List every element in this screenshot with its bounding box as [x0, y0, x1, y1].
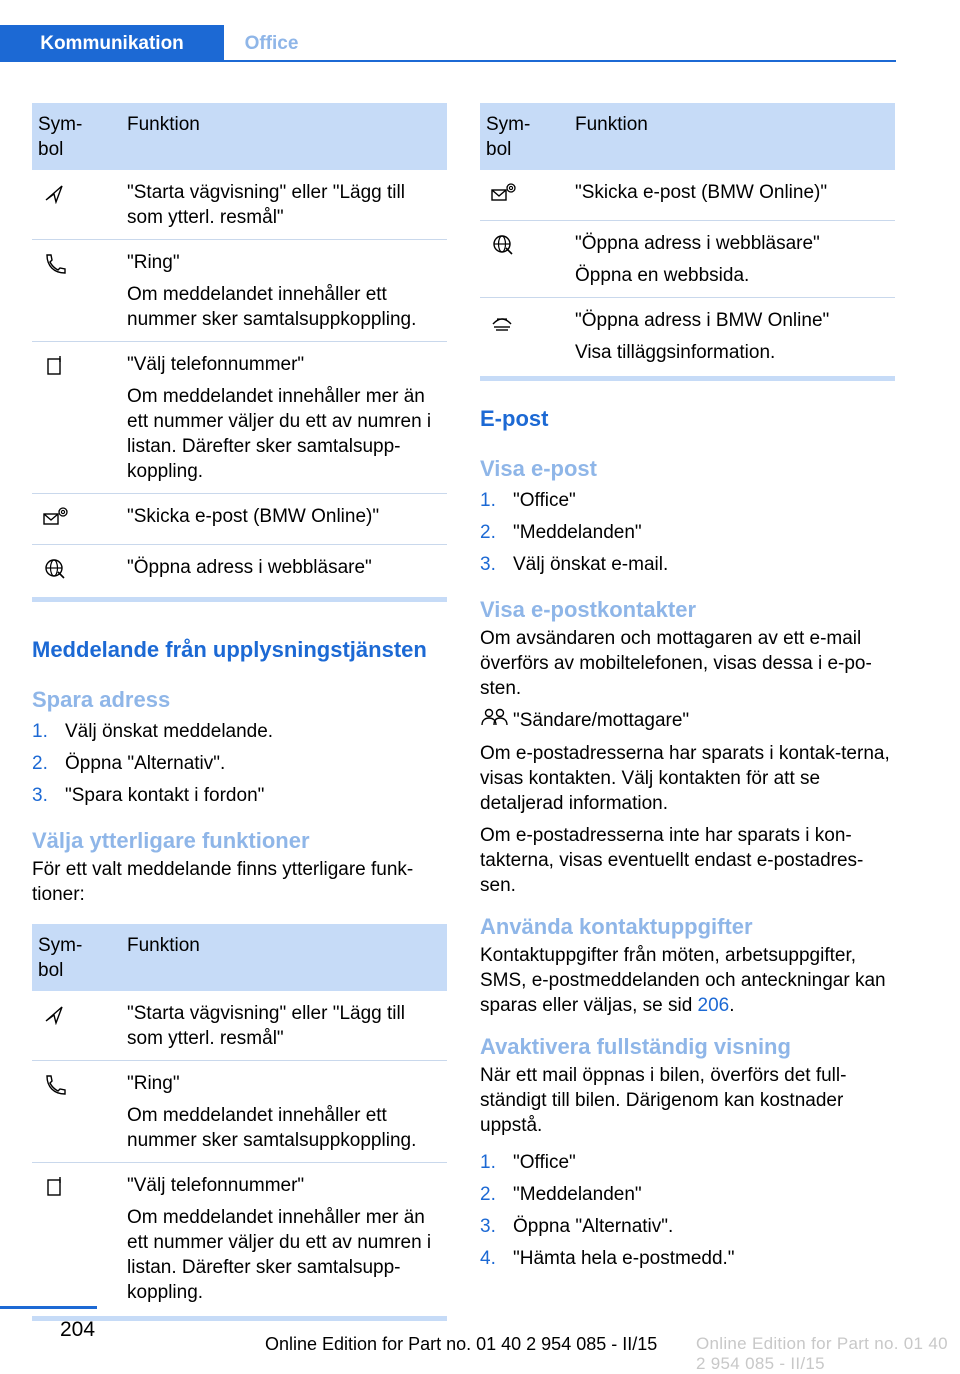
list-item	[480, 1147, 895, 1179]
list-item	[32, 748, 447, 780]
step-text: "Hämta hela e-postmedd."	[513, 1248, 735, 1269]
column-header-symbol: Sym- bol	[32, 103, 121, 170]
email-icon	[490, 182, 516, 204]
column-header-function: Funktion	[121, 103, 447, 170]
step-number: 4.	[480, 1248, 496, 1269]
anvanda-text	[480, 943, 895, 1018]
function-label: "Ring"	[127, 1073, 180, 1094]
page-header	[0, 0, 960, 62]
page-number: 204	[60, 1318, 96, 1341]
column-header-symbol: Sym- bol	[480, 103, 569, 170]
column-header-symbol: Sym- bol	[32, 924, 121, 991]
list-item	[480, 1211, 895, 1243]
subsection-title-spara: Spara adress	[32, 687, 171, 712]
symbol-cell	[32, 991, 121, 1061]
anvanda-text-end: .	[729, 995, 735, 1016]
step-text: "Office"	[513, 490, 576, 511]
function-label: "Öppna adress i webbläsare"	[127, 557, 372, 578]
subsection-title-visa-epost: Visa e-post	[480, 456, 597, 481]
step-number: 1.	[32, 721, 48, 742]
sender-receiver-line	[480, 707, 895, 734]
symbol-cell	[32, 342, 121, 494]
symbol-cell	[480, 170, 569, 221]
list-item	[480, 517, 895, 549]
step-number: 3.	[480, 554, 496, 575]
chapter-tab-kommunikation: Kommunikation	[0, 25, 224, 62]
header-rule	[224, 60, 896, 62]
column-header-function: Funktion	[569, 103, 895, 170]
edition-footer: Online Edition for Part no. 01 40 2 954 085 - II/15	[265, 1334, 658, 1354]
spara-steps-list	[32, 716, 447, 812]
function-description: Öppna en webbsida.	[575, 265, 750, 286]
watermark: Online Edition for Part no. 01 40 2 954 085 - II/15	[696, 1334, 948, 1373]
symbol-cell	[32, 240, 121, 342]
avaktivera-steps-list	[480, 1147, 895, 1275]
email-icon	[42, 506, 68, 528]
subsection-title-anvanda: Använda kontaktuppgifter	[480, 914, 753, 939]
kontakter-text-2: Om e-postadresserna har sparats i kontak-terna, visas kontakten. Välj kontakten för att se detaljerad information.	[480, 743, 890, 814]
function-cell	[121, 991, 447, 1061]
step-number: 2.	[480, 522, 496, 543]
symbol-table-3	[480, 103, 895, 374]
table-row	[32, 494, 447, 545]
symbol-cell	[32, 545, 121, 596]
table-row	[32, 1163, 447, 1315]
step-text: Öppna "Alternativ".	[513, 1216, 674, 1237]
globe-icon	[42, 557, 68, 579]
step-number: 1.	[480, 1152, 496, 1173]
phone-number-icon	[42, 354, 68, 376]
function-cell	[121, 545, 447, 596]
symbol-table-3-body	[480, 170, 895, 374]
subsection-title-kontakter: Visa e-postkontakter	[480, 597, 697, 622]
valja-text: För ett valt meddelande finns ytterligare funk-tioner:	[32, 859, 414, 905]
table-row	[32, 240, 447, 342]
table-row	[32, 545, 447, 596]
step-number: 2.	[32, 753, 48, 774]
step-text: Välj önskat meddelande.	[65, 721, 274, 742]
function-label: "Öppna adress i webbläsare"	[575, 233, 820, 254]
subsection-title-valja: Välja ytterligare funktioner	[32, 828, 310, 853]
function-label: "Välj telefonnummer"	[127, 1175, 305, 1196]
function-cell	[121, 342, 447, 494]
symbol-cell	[480, 298, 569, 375]
symbol-cell	[480, 221, 569, 298]
symbol-cell	[32, 1061, 121, 1163]
function-cell	[121, 1061, 447, 1163]
function-description: Om meddelandet innehåller ett nummer sker samtalsuppkoppling.	[127, 1105, 417, 1151]
phone-icon	[42, 252, 68, 274]
step-text: "Meddelanden"	[513, 522, 642, 543]
list-item	[480, 1243, 895, 1275]
symbol-table-2-body	[32, 991, 447, 1314]
function-label: "Starta vägvisning" eller "Lägg till som ytterl. resmål"	[127, 1003, 405, 1049]
navigation-icon	[42, 1003, 68, 1025]
function-description: Om meddelandet innehåller mer än ett nummer väljer du ett av numren i listan. Därefter sker samtalsupp-koppling.	[127, 386, 432, 482]
navigation-icon	[42, 182, 68, 204]
kontakter-text-3: Om e-postadresserna inte har sparats i kon-takterna, visas eventuellt endast e-postadres-sen.	[480, 825, 864, 896]
function-label: "Välj telefonnummer"	[127, 354, 305, 375]
step-text: "Spara kontakt i fordon"	[65, 785, 265, 806]
function-description: Om meddelandet innehåller mer än ett nummer väljer du ett av numren i listan. Därefter sker samtalsupp-koppling.	[127, 1207, 432, 1303]
contacts-icon	[480, 707, 513, 734]
left-column	[32, 103, 447, 1321]
symbol-table-1	[32, 103, 447, 595]
section-title-upplysning: Meddelande från upplysningstjänsten	[32, 637, 427, 662]
table-row	[32, 991, 447, 1061]
step-text: "Office"	[513, 1152, 576, 1173]
function-label: "Skicka e-post (BMW Online)"	[575, 182, 828, 203]
list-item	[32, 780, 447, 812]
function-cell	[121, 170, 447, 240]
avaktivera-text: När ett mail öppnas i bilen, överförs det full-ständigt till bilen. Därigenom kan kostnader uppstå.	[480, 1065, 847, 1136]
step-text: Välj önskat e-mail.	[513, 554, 669, 575]
symbol-cell	[32, 494, 121, 545]
list-item	[480, 549, 895, 581]
table-row	[32, 170, 447, 240]
section-title-epost: E-post	[480, 406, 549, 431]
step-text: Öppna "Alternativ".	[65, 753, 226, 774]
function-label: "Öppna adress i BMW Online"	[575, 310, 830, 331]
phone-number-icon	[42, 1175, 68, 1197]
function-cell	[121, 494, 447, 545]
column-header-function: Funktion	[121, 924, 447, 991]
function-label: "Ring"	[127, 252, 180, 273]
table-row	[480, 170, 895, 221]
symbol-table-2	[32, 924, 447, 1314]
list-item	[480, 485, 895, 517]
symbol-table-1-body	[32, 170, 447, 595]
page-link-206[interactable]: 206	[697, 995, 730, 1016]
function-description: Visa tilläggsinformation.	[575, 342, 776, 363]
sender-receiver-label: "Sändare/mottagare"	[513, 710, 690, 731]
phone-icon	[42, 1073, 68, 1095]
visa-steps-list	[480, 485, 895, 581]
function-cell	[121, 1163, 447, 1315]
table-row	[32, 1061, 447, 1163]
table-row	[480, 221, 895, 298]
function-label: "Skicka e-post (BMW Online)"	[127, 506, 380, 527]
subsection-title-avaktivera: Avaktivera fullständig visning	[480, 1034, 791, 1059]
symbol-cell	[32, 1163, 121, 1315]
function-cell	[569, 221, 895, 298]
step-number: 2.	[480, 1184, 496, 1205]
step-number: 3.	[480, 1216, 496, 1237]
function-description: Om meddelandet innehåller ett nummer sker samtalsuppkoppling.	[127, 284, 417, 330]
list-item	[32, 716, 447, 748]
table-row	[32, 342, 447, 494]
function-cell	[121, 240, 447, 342]
page-number-rule	[0, 1306, 97, 1309]
function-label: "Starta vägvisning" eller "Lägg till som ytterl. resmål"	[127, 182, 405, 228]
bmw-online-icon	[490, 310, 516, 332]
table-row	[480, 298, 895, 375]
globe-icon	[490, 233, 516, 255]
kontakter-text: Om avsändaren och mottagaren av ett e-mail överförs av mobiltelefonen, visas dessa i e-po-sten.	[480, 628, 872, 699]
step-number: 1.	[480, 490, 496, 511]
step-text: "Meddelanden"	[513, 1184, 642, 1205]
function-cell	[569, 170, 895, 221]
symbol-cell	[32, 170, 121, 240]
list-item	[480, 1179, 895, 1211]
step-number: 3.	[32, 785, 48, 806]
anvanda-text-body: Kontaktuppgifter från möten, arbetsuppgifter, SMS, e-postmeddelanden och anteckningar kan sparas eller väljas, se sid	[480, 945, 886, 1016]
chapter-tab-office: Office	[244, 32, 299, 54]
right-column	[480, 103, 895, 1275]
function-cell	[569, 298, 895, 375]
